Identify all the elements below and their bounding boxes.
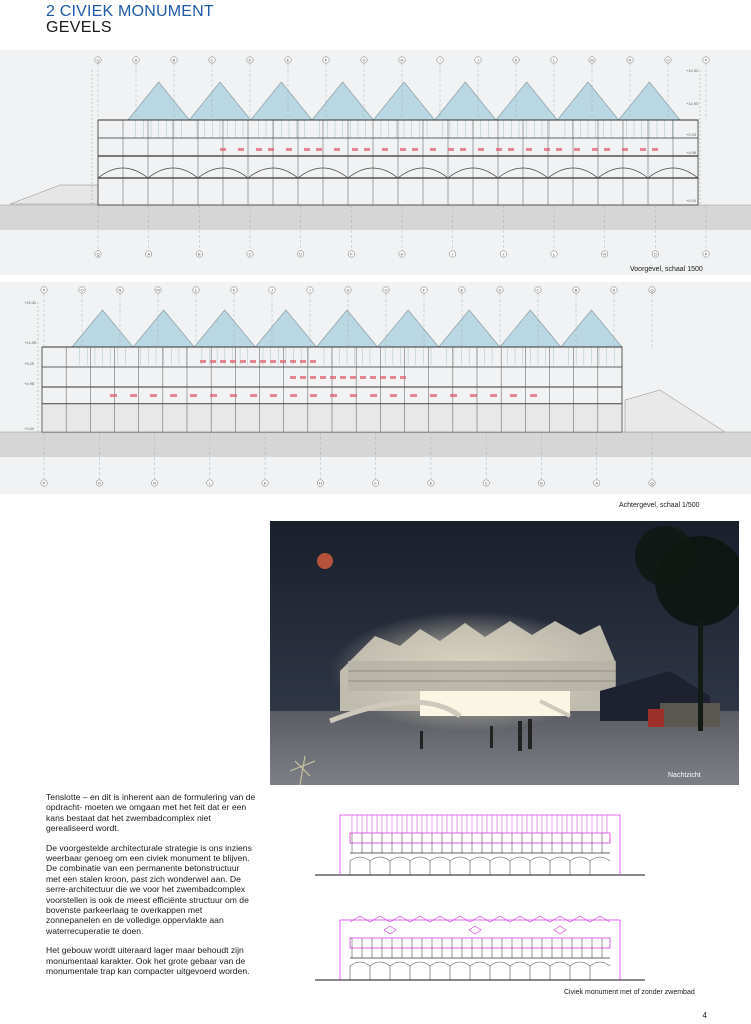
- grid-axis-label: H: [318, 480, 322, 486]
- grid-axis-label: F: [422, 287, 426, 293]
- grid-axis-label: P: [704, 57, 708, 63]
- grid-axis-label: Q: [650, 480, 654, 486]
- page-number: 4: [702, 1011, 707, 1020]
- grid-axis-label: B: [574, 287, 578, 293]
- grid-axis-label: A: [147, 251, 151, 257]
- front-elevation-drawing: [0, 50, 751, 275]
- grid-axis-label: E: [460, 287, 464, 293]
- grid-axis-label: L: [208, 480, 211, 486]
- front-elevation-caption: Voorgevel, schaal 1500: [630, 266, 703, 273]
- grid-axis-label: F: [374, 480, 377, 486]
- level-label: +19,32: [24, 300, 37, 305]
- grid-axis-label: M: [590, 57, 594, 63]
- monument-diagrams: [310, 805, 650, 995]
- grid-axis-label: H: [400, 57, 404, 63]
- grid-axis-label: Q: [96, 251, 100, 257]
- level-label: +9,25: [24, 361, 35, 366]
- section-title: 2 CIVIEK MONUMENT: [46, 3, 214, 20]
- level-label: +19,32: [686, 68, 699, 73]
- grid-axis-label: B: [172, 57, 176, 63]
- grid-axis-label: C: [248, 251, 252, 257]
- level-label: +4,98: [24, 381, 35, 386]
- grid-axis-label: J: [477, 57, 479, 63]
- description-text: [46, 792, 256, 986]
- level-label: +14,95: [24, 340, 37, 345]
- grid-axis-label: E: [286, 57, 290, 63]
- grid-axis-label: H: [400, 251, 404, 257]
- level-label: +0,00: [24, 426, 35, 431]
- grid-axis-label: P: [42, 480, 46, 486]
- level-label: +0,00: [686, 198, 697, 203]
- moon-shape: [317, 553, 333, 569]
- grid-axis-label: O: [97, 480, 101, 486]
- grid-axis-label: Q: [650, 287, 654, 293]
- paragraph: Het gebouw wordt uiteraard lager maar behoudt zijn monumentaal karakter. Ook het grote gebaar van de monumentale trap kan compacter uitgevoerd worden.: [46, 945, 250, 977]
- grid-axis-label: G: [362, 57, 366, 63]
- grid-axis-label: N: [118, 287, 122, 293]
- grid-axis-label: N: [628, 57, 632, 63]
- grid-axis-label: C: [210, 57, 214, 63]
- grid-axis-label: K: [232, 287, 236, 293]
- grid-axis-label: K: [514, 57, 518, 63]
- grid-axis-label: A: [134, 57, 138, 63]
- grid-axis-label: L: [194, 287, 198, 293]
- grid-axis-label: A: [595, 480, 599, 486]
- diagram-with-pool: [315, 815, 645, 875]
- grid-axis-label: M: [156, 287, 160, 293]
- grid-axis-label: I: [439, 57, 441, 63]
- level-label: +14,95: [686, 101, 699, 106]
- grid-axis-label: B: [197, 251, 201, 257]
- grid-axis-label: O: [653, 251, 657, 257]
- grid-axis-label: I: [309, 287, 311, 293]
- grid-axis-label: D: [299, 251, 303, 257]
- paragraph: De voorgestelde architecturale strategie is ons inziens weerbaar genoeg om een civiek monument te blijven. De combinatie van een permanente betonstructuur met een stalen kroon, past zich wonderwel aan. De serre-architectuur die we voor het zwembadcomplex voorstellen is ook de meest efficiënte structuur om de bovenste parkeerlaag te overkappen met zonnepanelen en de volledige oppervlakte aan waterrecuperatie te doen.: [46, 842, 252, 936]
- grid-axis-label: F: [350, 251, 353, 257]
- grid-axis-label: H: [346, 287, 350, 293]
- grid-axis-label: L: [552, 251, 556, 257]
- level-label: +4,98: [686, 150, 697, 155]
- rear-elevation-caption: Achtergevel, schaal 1/500: [619, 502, 700, 509]
- diagram-caption: Civiek monument met of zonder zwembad: [564, 989, 695, 996]
- rear-elevation-drawing: [0, 282, 751, 494]
- paragraph: Tenslotte – en dit is inherent aan de formulering van de opdracht- moeten we omgaan met het feit dat er een kans bestaat dat het zwembadcomplex niet gerealiseerd wordt.: [46, 792, 256, 834]
- night-render-image: [270, 521, 739, 785]
- grid-axis-label: E: [429, 480, 433, 486]
- grid-axis-label: L: [552, 57, 556, 63]
- page-subtitle: GEVELS: [46, 19, 112, 36]
- grid-axis-label: N: [153, 480, 156, 486]
- grid-axis-label: D: [498, 287, 502, 293]
- grid-axis-label: J: [271, 287, 273, 293]
- grid-axis-label: P: [42, 287, 46, 293]
- grid-axis-label: Q: [96, 57, 100, 63]
- grid-axis-label: I: [452, 251, 454, 257]
- grid-axis-label: P: [704, 251, 708, 257]
- diagram-without-pool: [315, 916, 645, 980]
- grid-axis-label: C: [536, 287, 540, 293]
- grid-axis-label: C: [484, 480, 488, 486]
- grid-axis-label: D: [248, 57, 252, 63]
- grid-axis-label: G: [384, 287, 388, 293]
- grid-axis-label: N: [603, 251, 607, 257]
- grid-axis-label: A: [612, 287, 616, 293]
- grid-axis-label: O: [666, 57, 670, 63]
- level-label: +9,25: [686, 132, 697, 137]
- grid-axis-label: F: [324, 57, 328, 63]
- grid-axis-label: B: [540, 480, 543, 486]
- grid-axis-label: J: [502, 251, 505, 257]
- grid-axis-label: K: [263, 480, 267, 486]
- render-label: Nachtzicht: [668, 772, 701, 779]
- grid-axis-label: O: [80, 287, 84, 293]
